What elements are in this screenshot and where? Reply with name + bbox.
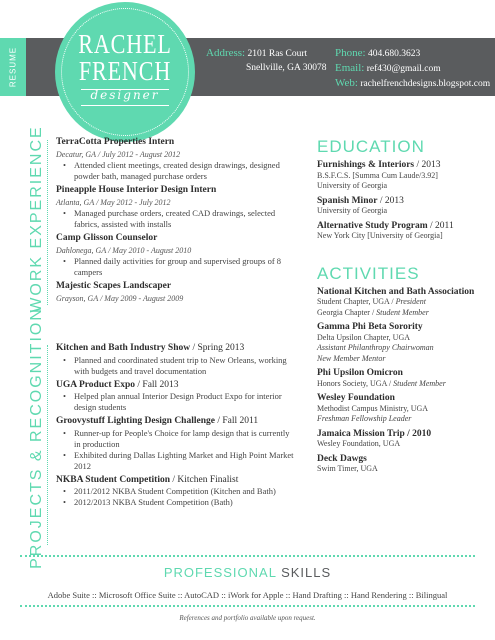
skills-heading-b: SKILLS [281,565,332,580]
job-bullet: • Attended client meetings, created design drawings, designed powder bath, managed purchase orders [74,160,296,182]
activity-line-text: Wesley Foundation, UGA [317,439,401,448]
project-suffix: / Spring 2013 [190,343,245,353]
activity-entry [317,454,489,475]
project-title-line [56,475,296,487]
project-suffix: / Fall 2011 [214,416,259,426]
job-entry [56,233,296,278]
email-label: Email: [335,62,365,74]
job-meta: Grayson, GA / May 2009 - August 2009 [56,293,184,303]
education-title: Alternative Study Program [317,220,428,231]
activity-entry [317,368,489,389]
project-bullet: • Exhibited during Dallas Lighting Market and High Point Market 2012 [74,450,296,472]
resume-tab [0,38,26,96]
project-bullet: • Helped plan annual Interior Design Product Expo for interior design students [74,391,296,413]
education-entry [317,196,489,217]
project-title: NKBA Student Competition [56,474,171,485]
contact-block [335,46,490,91]
activity-title: Wesley Foundation [317,393,395,403]
activity-title-line [317,429,489,440]
skills-heading-a: PROFESSIONAL [163,565,277,580]
logo-rule-bottom [81,105,169,106]
activity-line-text: Delta Upsilon Chapter, UGA [317,332,410,342]
activity-role: Student Member [393,378,446,388]
project-suffix: / Fall 2013 [135,379,179,390]
references-note: References and portfolio available upon request. [179,614,316,622]
job-entry [56,281,296,304]
logo-tagline: designer [90,88,160,102]
education-title: Furnishings & Interiors [317,160,415,170]
job-meta: Dahlonega, GA / May 2010 - August 2010 [56,245,192,255]
project-bullet: • Planned and coordinated student trip to New Orleans, working with budgets and travel documentation [74,355,296,377]
activity-line-text: Honors Society, UGA / [317,378,394,388]
work-experience-heading: WORK EXPERIENCE [28,125,45,313]
education-suffix: / 2013 [414,160,441,170]
activity-title: Gamma Phi Beta Sorority [317,322,423,332]
activity-role: Freshman Fellowship Leader [317,414,412,423]
work-rule [47,140,48,305]
web-link[interactable]: rachelfrenchdesigns.blogspot.com [360,79,491,89]
activity-line-text: Student Chapter, UGA / [317,297,396,306]
job-meta: Atlanta, GA / May 2012 - July 2012 [56,197,171,207]
project-title: Groovystuff Lighting Design Challenge [56,416,215,426]
activity-title: Phi Upsilon Omicron [317,368,403,378]
education-entry [317,221,489,242]
address-label: Address: [206,47,246,59]
projects-rule [47,345,48,545]
phone-value: 404.680.3623 [367,49,421,59]
logo-first-name: RACHEL [78,29,172,59]
project-bullet: • 2011/2012 NKBA Student Competition (Kitchen and Bath) [74,486,296,497]
education-title: Spanish Minor [317,195,378,206]
job-bullet: • Planned daily activities for group and supervised groups of 8 campers [74,256,296,278]
address-block [206,46,327,75]
skills-divider-bottom [20,605,475,607]
project-entry [56,416,296,472]
resume-tab-label: RESUME [8,46,18,88]
activity-entry [317,322,489,364]
email-link[interactable]: ref430@gmail.com [366,64,441,74]
job-entry [56,137,296,182]
job-title: Majestic Scapes Landscaper [56,281,172,291]
education-detail: University of Georgia [317,206,388,215]
project-entry [56,475,296,509]
activity-title: Jamaica Mission Trip [317,428,405,439]
education-title-line [317,221,489,232]
job-meta: Decatur, GA / July 2012 - August 2012 [56,149,181,159]
address-line2: Snellville, GA 30078 [246,63,327,73]
activity-role: Assistant Philanthropy Chairwoman [317,343,434,352]
education-suffix: / 2013 [377,195,404,206]
activity-role: President [395,297,426,306]
education-heading: EDUCATION [317,137,425,156]
job-title: Pineapple House Interior Design Intern [56,185,217,195]
project-title-line [56,416,296,428]
activities-heading: ACTIVITIES [317,263,420,283]
education-entry [317,160,489,192]
right-column [317,137,489,479]
education-title-line [317,196,489,207]
education-title-line [317,160,489,171]
activity-line-text: Swim Timer, UGA [317,464,378,473]
project-entry [56,380,296,414]
job-bullet: • Managed purchase orders, created CAD drawings, selected fabrics, assisted with installs [74,208,296,230]
project-suffix: / Kitchen Finalist [170,474,239,485]
name-logo [55,2,195,142]
project-bullet: • Runner-up for People's Choice for lamp design that is currently in production [74,428,296,450]
activity-entry [317,429,489,450]
activity-title: Deck Dawgs [317,453,367,464]
activity-suffix: / 2010 [404,428,432,439]
project-title: UGA Product Expo [56,379,136,390]
project-bullet: • 2012/2013 NKBA Student Competition (Bath) [74,497,296,508]
education-school: University of Georgia [317,181,388,190]
activity-title: National Kitchen and Bath Association [317,286,475,297]
activity-line-text: Methodist Campus Ministry, UGA [317,403,429,413]
activity-role: Student Member [376,307,429,317]
project-title-line [56,343,296,355]
skills-list: Adobe Suite :: Microsoft Office Suite :: AutoCAD :: iWork for Apple :: Hand Drafting :: Hand Rendering :: Bilingual [47,590,448,600]
activity-line [317,297,489,308]
activity-role: New Member Mentor [317,353,386,363]
project-title-line [56,380,296,392]
activity-line-text: Georgia Chapter / [317,307,377,317]
job-title: TerraCotta Properties Intern [56,137,175,147]
project-entry [56,343,296,377]
activity-line [317,308,489,319]
logo-last-name: FRENCH [78,56,172,86]
left-column [56,137,296,511]
education-detail: B.S.F.C.S. [Summa Cum Laude/3.92] [317,170,438,180]
job-entry [56,185,296,230]
activity-line [317,379,489,390]
project-title: Kitchen and Bath Industry Show [56,343,191,353]
education-suffix: / 2011 [427,220,454,231]
address-line1: 2101 Ras Court [247,49,308,59]
projects-heading: PROJECTS & RECOGNITION [28,307,45,569]
skills-divider-top [20,555,475,557]
skills-heading [0,565,495,580]
activity-entry [317,393,489,425]
phone-label: Phone: [335,47,366,59]
job-title: Camp Glisson Counselor [56,233,158,243]
web-label: Web: [335,77,358,89]
activity-entry [317,287,489,319]
education-detail: New York City [University of Georgia] [317,231,443,240]
